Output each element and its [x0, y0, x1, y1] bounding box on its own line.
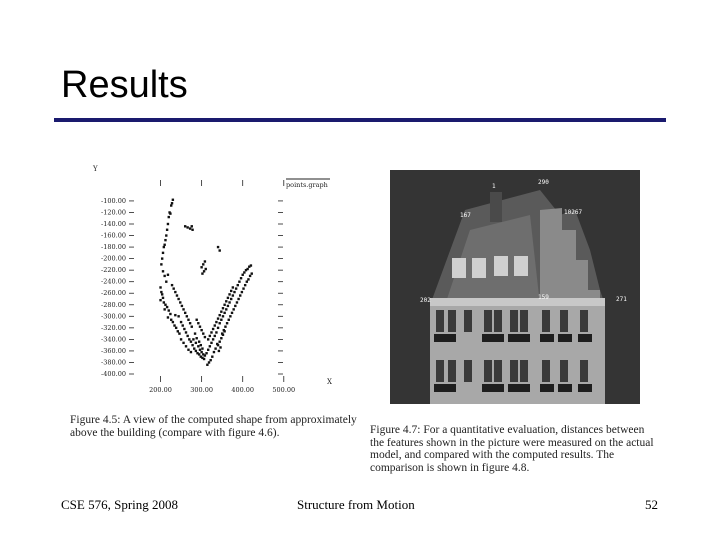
data-point — [222, 315, 224, 317]
data-point — [211, 355, 213, 357]
y-tick-label: -340.00 — [101, 335, 126, 344]
data-point — [191, 325, 193, 327]
data-point — [225, 300, 227, 302]
data-point — [201, 272, 203, 274]
data-point — [218, 322, 220, 324]
data-point — [228, 319, 230, 321]
slide-number: 52 — [645, 497, 658, 512]
data-point — [180, 338, 182, 340]
data-point — [214, 324, 216, 326]
data-point — [235, 287, 237, 289]
data-point — [187, 349, 189, 351]
data-point — [179, 301, 181, 303]
data-point — [219, 346, 221, 348]
point-label: 10267 — [564, 209, 583, 216]
data-point — [203, 270, 205, 272]
x-tick-label: 200.00 — [149, 386, 172, 394]
data-point — [162, 252, 164, 254]
data-point — [189, 322, 191, 324]
data-point — [166, 306, 168, 308]
data-point — [197, 322, 199, 324]
point-label: 202 — [420, 297, 431, 304]
data-point — [204, 336, 206, 338]
data-point — [218, 340, 220, 342]
data-point — [232, 308, 234, 310]
data-point — [203, 358, 205, 360]
data-point — [227, 305, 229, 307]
figure-caption-left: Figure 4.5: A view of the computed shape from approximately above the building (compare with figure 4.6). — [70, 414, 357, 439]
data-point — [237, 284, 239, 286]
data-point — [214, 335, 216, 337]
data-point — [200, 329, 202, 331]
point-label: 159 — [538, 294, 549, 301]
data-point — [223, 304, 225, 306]
data-point — [199, 349, 201, 351]
data-point — [182, 324, 184, 326]
data-point — [191, 229, 193, 231]
data-point — [212, 328, 214, 330]
data-point — [242, 274, 244, 276]
data-point — [195, 342, 197, 344]
data-point — [200, 351, 202, 353]
data-point — [242, 287, 244, 289]
x-tick-label: 500.00 — [272, 386, 296, 394]
y-tick-label: -180.00 — [101, 243, 126, 252]
x-tick-label: 300.00 — [190, 386, 213, 394]
data-point — [159, 286, 161, 288]
data-point — [161, 293, 163, 295]
data-point — [169, 212, 171, 214]
data-point — [204, 354, 206, 356]
data-point — [246, 280, 248, 282]
data-point — [222, 334, 224, 336]
data-point — [232, 286, 234, 288]
y-tick-label: -240.00 — [101, 277, 126, 286]
x-axis-label: X — [327, 378, 332, 386]
data-point — [171, 202, 173, 204]
y-tick-label: -320.00 — [101, 323, 126, 332]
y-tick-label: -380.00 — [101, 358, 126, 367]
data-point — [198, 353, 200, 355]
data-point — [195, 350, 197, 352]
point-label: 290 — [538, 179, 549, 186]
data-point — [195, 337, 197, 339]
data-point — [236, 301, 238, 303]
data-point — [187, 319, 189, 321]
data-point — [163, 301, 165, 303]
data-point — [188, 338, 190, 340]
footer-course: CSE 576, Spring 2008 — [61, 497, 179, 512]
data-point — [186, 226, 188, 228]
data-point — [212, 338, 214, 340]
data-point — [223, 330, 225, 332]
y-tick-label: -400.00 — [101, 370, 126, 378]
data-point — [240, 277, 242, 279]
data-point — [239, 294, 241, 296]
data-point — [162, 270, 164, 272]
data-point — [169, 313, 171, 315]
data-point — [215, 321, 217, 323]
y-tick-label: -260.00 — [101, 289, 126, 298]
y-tick-label: -160.00 — [101, 231, 126, 240]
data-point — [200, 266, 202, 268]
y-tick-label: -280.00 — [101, 300, 126, 309]
data-point — [172, 199, 174, 201]
data-point — [180, 321, 182, 323]
data-point — [231, 312, 233, 314]
data-point — [181, 305, 183, 307]
slide-title: Results — [61, 64, 188, 106]
data-point — [167, 274, 169, 276]
data-point — [218, 350, 220, 352]
y-tick-label: -220.00 — [101, 266, 126, 275]
data-point — [162, 297, 164, 299]
data-point — [205, 268, 207, 270]
y-tick-label: -200.00 — [101, 254, 126, 263]
data-point — [251, 272, 253, 274]
data-point — [228, 293, 230, 295]
data-point — [186, 315, 188, 317]
data-point — [215, 331, 217, 333]
data-point — [177, 315, 179, 317]
data-point — [168, 216, 170, 218]
data-point — [224, 325, 226, 327]
data-point — [174, 291, 176, 293]
y-axis-label: Y — [93, 165, 98, 173]
data-point — [170, 319, 172, 321]
data-point — [185, 345, 187, 347]
data-point — [209, 359, 211, 361]
data-point — [241, 291, 243, 293]
y-tick-label: -140.00 — [101, 220, 126, 228]
data-point — [209, 335, 211, 337]
data-point — [197, 345, 199, 347]
legend-label: points.graph — [286, 181, 328, 189]
data-point — [184, 312, 186, 314]
data-point — [238, 280, 240, 282]
data-point — [217, 327, 219, 329]
data-point — [216, 343, 218, 345]
data-point — [209, 345, 211, 347]
data-point — [223, 312, 225, 314]
data-point — [227, 297, 229, 299]
data-point — [165, 234, 167, 236]
data-point — [176, 294, 178, 296]
data-point — [172, 321, 174, 323]
data-point — [217, 317, 219, 319]
data-point — [210, 342, 212, 344]
data-point — [167, 316, 169, 318]
data-point — [220, 310, 222, 312]
data-point — [213, 351, 215, 353]
data-point — [198, 340, 200, 342]
data-point — [202, 263, 204, 265]
data-point — [192, 338, 194, 340]
data-point — [189, 227, 191, 229]
data-point — [172, 287, 174, 289]
data-point — [184, 225, 186, 227]
data-point — [202, 332, 204, 334]
data-point — [218, 249, 220, 251]
data-point — [163, 246, 165, 248]
data-point — [194, 332, 196, 334]
data-point — [237, 298, 239, 300]
data-point — [193, 347, 195, 349]
data-point — [208, 361, 210, 363]
point-label: 167 — [460, 212, 471, 219]
data-point — [163, 275, 165, 277]
data-point — [218, 314, 220, 316]
data-point — [207, 349, 209, 351]
point-label: 271 — [616, 296, 627, 303]
data-point — [168, 309, 170, 311]
data-point — [190, 351, 192, 353]
data-point — [191, 225, 193, 227]
data-point — [228, 301, 230, 303]
data-point — [195, 319, 197, 321]
data-point — [225, 308, 227, 310]
point-label: 1 — [492, 183, 496, 190]
data-point — [243, 271, 245, 273]
data-point — [230, 298, 232, 300]
data-point — [163, 308, 165, 310]
data-point — [190, 340, 192, 342]
y-tick-label: -300.00 — [101, 312, 126, 321]
y-tick-label: -120.00 — [101, 208, 126, 217]
data-point — [232, 294, 234, 296]
data-point — [170, 204, 172, 206]
data-point — [164, 304, 166, 306]
title-underline — [54, 118, 666, 122]
footer-topic: Structure from Motion — [297, 497, 415, 512]
data-point — [165, 280, 167, 282]
figure-caption-right: Figure 4.7: For a quantitative evaluation, distances between the features shown in the picture were measured on the actual model, and compared with the computed results. The comparison is shown in figure 4.8. — [370, 424, 654, 474]
data-point — [185, 331, 187, 333]
data-point — [244, 284, 246, 286]
data-point — [233, 291, 235, 293]
data-point — [175, 327, 177, 329]
data-point — [166, 229, 168, 231]
data-point — [222, 307, 224, 309]
data-point — [171, 284, 173, 286]
data-point — [164, 239, 166, 241]
data-point — [160, 263, 162, 265]
data-point — [217, 246, 219, 248]
data-point — [163, 244, 165, 246]
data-point — [177, 330, 179, 332]
data-point — [204, 260, 206, 262]
data-point — [214, 347, 216, 349]
data-point — [186, 335, 188, 337]
data-point — [160, 291, 162, 293]
data-point — [182, 342, 184, 344]
data-point — [173, 324, 175, 326]
building-photo — [390, 170, 640, 404]
data-point — [249, 275, 251, 277]
data-point — [199, 325, 201, 327]
data-point — [167, 223, 169, 225]
data-point — [247, 278, 249, 280]
data-point — [250, 264, 252, 266]
y-tick-label: -360.00 — [101, 346, 126, 355]
data-point — [174, 314, 176, 316]
data-point — [205, 352, 207, 354]
data-point — [234, 305, 236, 307]
data-point — [210, 331, 212, 333]
data-point — [200, 344, 202, 346]
data-point — [230, 290, 232, 292]
data-point — [161, 257, 163, 259]
data-point — [220, 319, 222, 321]
data-point — [229, 315, 231, 317]
x-tick-label: 400.00 — [231, 386, 255, 394]
data-point — [226, 322, 228, 324]
data-point — [220, 337, 222, 339]
data-point — [177, 298, 179, 300]
data-point — [183, 328, 185, 330]
data-point — [191, 344, 193, 346]
data-point — [178, 332, 180, 334]
scatter-chart — [60, 160, 360, 410]
data-point — [201, 347, 203, 349]
data-point — [206, 364, 208, 366]
data-point — [246, 268, 248, 270]
data-point — [207, 338, 209, 340]
data-point — [159, 299, 161, 301]
y-tick-label: -100.00 — [101, 196, 126, 205]
data-point — [182, 308, 184, 310]
